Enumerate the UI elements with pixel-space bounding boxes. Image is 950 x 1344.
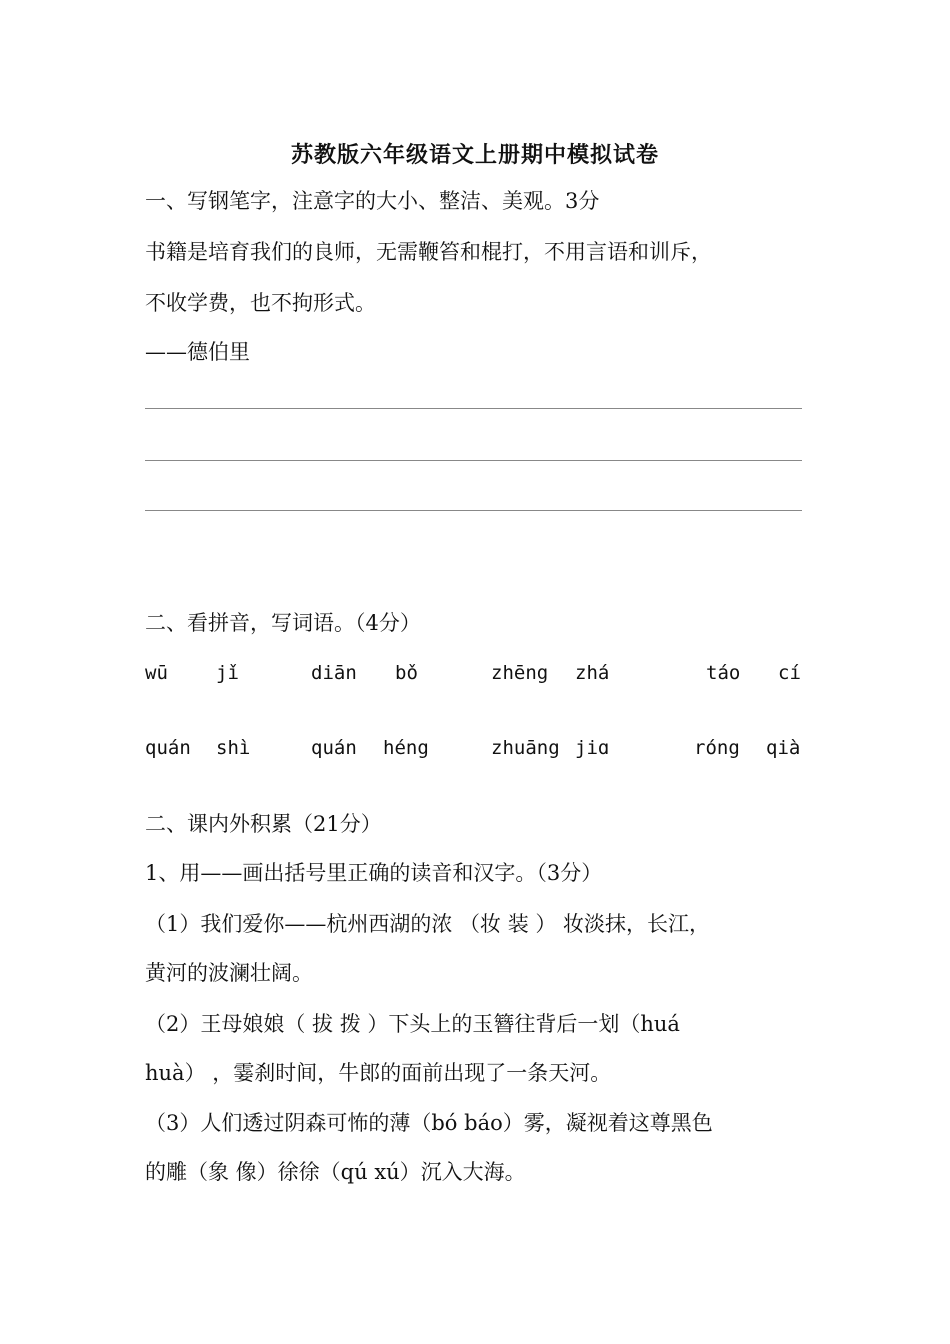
- quote-author: ——德伯里: [145, 340, 250, 364]
- writing-line-1[interactable]: [145, 408, 802, 409]
- question-1-1-line-1: （1）我们爱你——杭州西湖的浓 （妆 装 ） 妆淡抹，长江，: [145, 912, 711, 936]
- pinyin: zhēng: [491, 662, 549, 684]
- pinyin: róng: [694, 737, 740, 759]
- question-1-3-line-2: 的雕（象 像）徐徐（qú xú）沉入大海。: [145, 1160, 526, 1184]
- question-1-2-line-1: （2）王母娘娘（ 拔 拨 ）下头上的玉簪往背后一划（huá: [145, 1012, 680, 1036]
- pinyin: héng: [383, 737, 429, 759]
- writing-line-2[interactable]: [145, 460, 802, 461]
- pinyin: wū: [145, 662, 168, 684]
- quote-line-1: 书籍是培育我们的良师，无需鞭笞和棍打，不用言语和训斥，: [145, 240, 712, 264]
- pinyin: quán: [145, 737, 191, 759]
- pinyin: táo: [706, 662, 741, 684]
- pinyin: zhá: [575, 662, 610, 684]
- pinyin: qià: [766, 737, 801, 759]
- section3-heading: 二、课内外积累（21分）: [145, 812, 382, 836]
- page-title: 苏教版六年级语文上册期中模拟试卷: [290, 142, 659, 168]
- quote-line-2: 不收学费，也不拘形式。: [145, 291, 376, 315]
- question-1-2-line-2: huà） ，霎刹时间，牛郎的面前出现了一条天河。: [145, 1061, 612, 1085]
- pinyin: diān: [311, 662, 357, 684]
- writing-line-3[interactable]: [145, 510, 802, 511]
- pinyin: zhuāng: [491, 737, 560, 759]
- section2-heading: 二、看拼音，写词语。（4分）: [145, 611, 421, 635]
- pinyin: shì: [216, 737, 251, 759]
- question-1-1-line-2: 黄河的波澜壮阔。: [145, 961, 313, 985]
- pinyin: bǒ: [395, 662, 418, 684]
- pinyin: quán: [311, 737, 357, 759]
- section1-heading: 一、写钢笔字，注意字的大小、整洁、美观。3分: [145, 189, 600, 213]
- pinyin: cí: [778, 662, 801, 684]
- pinyin: jiɑ: [575, 737, 610, 759]
- question-1-3-line-1: （3）人们透过阴森可怖的薄（bó báo）雾，凝视着这尊黑色: [145, 1111, 713, 1135]
- pinyin: jǐ: [216, 662, 239, 684]
- question-1: 1、用——画出括号里正确的读音和汉字。（3分）: [145, 861, 603, 885]
